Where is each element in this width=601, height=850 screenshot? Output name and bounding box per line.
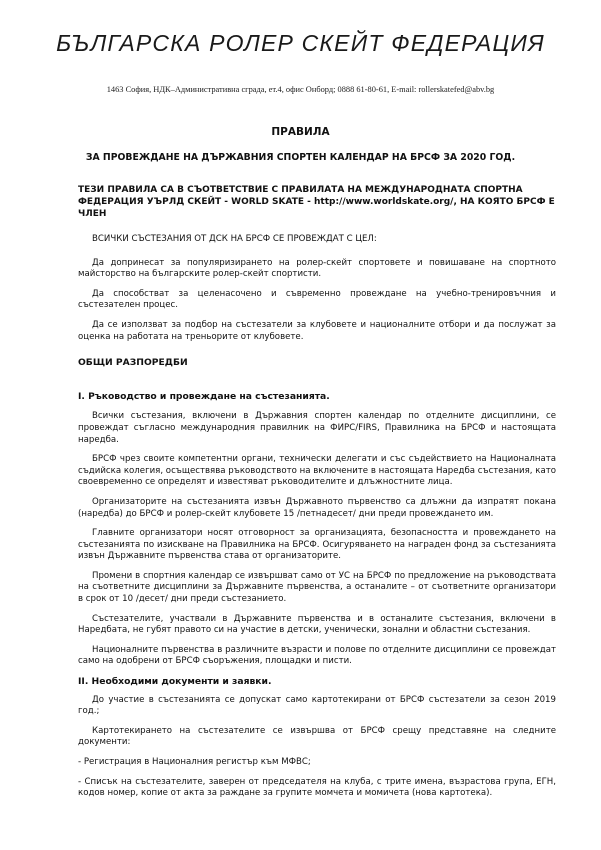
goal-paragraph: Да способстват за целенасочено и съвременно провеждане на учебно-тренировъчния и състезателен процес.: [78, 288, 556, 311]
section-1-paragraph: БРСФ чрез своите компетентни органи, технически делегати и със съдействието на Националната съдийска колегия, осъществява ръководството на включените в настоящата Наредба състезания, като своевременно се определят и известяват ръководителите и длъжностните лица.: [78, 454, 556, 488]
section-2-list-item: - Регистрация в Националния регистър към МФВС;: [78, 757, 311, 767]
general-provisions-heading: ОБЩИ РАЗПОРЕДБИ: [78, 357, 188, 369]
document-title: ПРАВИЛА: [271, 126, 330, 138]
organization-title: БЪЛГАРСКА РОЛЕР СКЕЙТ ФЕДЕРАЦИЯ: [56, 30, 545, 56]
section-2-paragraph: Картотекирането на състезателите се извършва от БРСФ срещу представяне на следните документи:: [78, 725, 556, 748]
section-1-heading: I. Ръководство и провеждане на състезанията.: [78, 390, 330, 402]
document-body: [78, 184, 556, 808]
section-2-paragraph: До участие в състезанията се допускат само картотекирани от БРСФ състезатели за сезон 2019 год.;: [78, 694, 556, 717]
contact-line: 1463 София, НДК–Административна сграда, ет.4, офис Онборд; 0888 61-80-61, E-mail: rollerskatefed@abv.bg: [106, 85, 495, 94]
goals-caption: ВСИЧКИ СЪСТЕЗАНИЯ ОТ ДСК НА БРСФ СЕ ПРОВЕЖДАТ С ЦЕЛ:: [92, 234, 377, 244]
section-1-paragraph: Главните организатори носят отговорност за организацията, безопасността и провеждането на състезанията по изискване на Правилника на БРСФ. Осигуряването на награден фонд за състезанията извън Държавните първенства става от организаторите.: [78, 528, 556, 562]
section-2-list-item: - Списък на състезателите, заверен от председателя на клуба, с трите имена, възрастова група, ЕГН, кодов номер, копие от акта за раждане за групите момчета и момичета (нова картотека).: [78, 776, 556, 799]
section-1-paragraph: Промени в спортния календар се извършват само от УС на БРСФ по предложение на ръководствата на съответните дисциплини за Държавните първенства, а останалите – от съответните организатори в срок от 10 /десет/ дни преди състезанието.: [78, 570, 556, 605]
section-1-paragraph: Всички състезания, включени в Държавния спортен календар по отделните дисциплини, се провеждат съгласно международния правилник на ФИРС/FIRS, Правилника на БРСФ и настоящата наредба.: [78, 411, 556, 445]
goal-paragraph: Да се използват за подбор на състезатели за клубовете и националните отбори и да послужат за оценка на работата на треньорите от клубовете.: [78, 319, 556, 342]
intro-statement: ТЕЗИ ПРАВИЛА СА В СЪОТВЕТСТВИЕ С ПРАВИЛАТА НА МЕЖДУНАРОДНАТА СПОРТНА ФЕДЕРАЦИЯ УЪРЛД СКЕЙТ - WORLD SKATE - http://www.worldskate.org/, НА КОЯТО БРСФ Е ЧЛЕН: [78, 185, 555, 219]
section-2-heading: II. Необходими документи и заявки.: [78, 676, 272, 688]
section-1-paragraph: Националните първенства в различните възрасти и полове по отделните дисциплини се провеждат само на одобрени от БРСФ съоръжения, площадки и писти.: [78, 644, 556, 667]
section-1-paragraph: Организаторите на състезанията извън Държавното първенство са длъжни да изпратят покана (наредба) до БРСФ и ролер-скейт клубовете 15 /петнадесет/ дни преди провеждането им.: [78, 496, 556, 519]
goal-paragraph: Да допринесат за популяризирането на ролер-скейт спортовете и повишаване на спортното майсторство на българските ролер-скейт спортисти.: [78, 257, 556, 280]
document-subtitle: ЗА ПРОВЕЖДАНЕ НА ДЪРЖАВНИЯ СПОРТЕН КАЛЕНДАР НА БРСФ ЗА 2020 ГОД.: [85, 152, 516, 163]
section-1-paragraph: Състезателите, участвали в Държавните първенства и в останалите състезания, включени в Наредбата, не губят правото си на участие в детски, ученически, зонални и областни състезания.: [78, 613, 556, 636]
